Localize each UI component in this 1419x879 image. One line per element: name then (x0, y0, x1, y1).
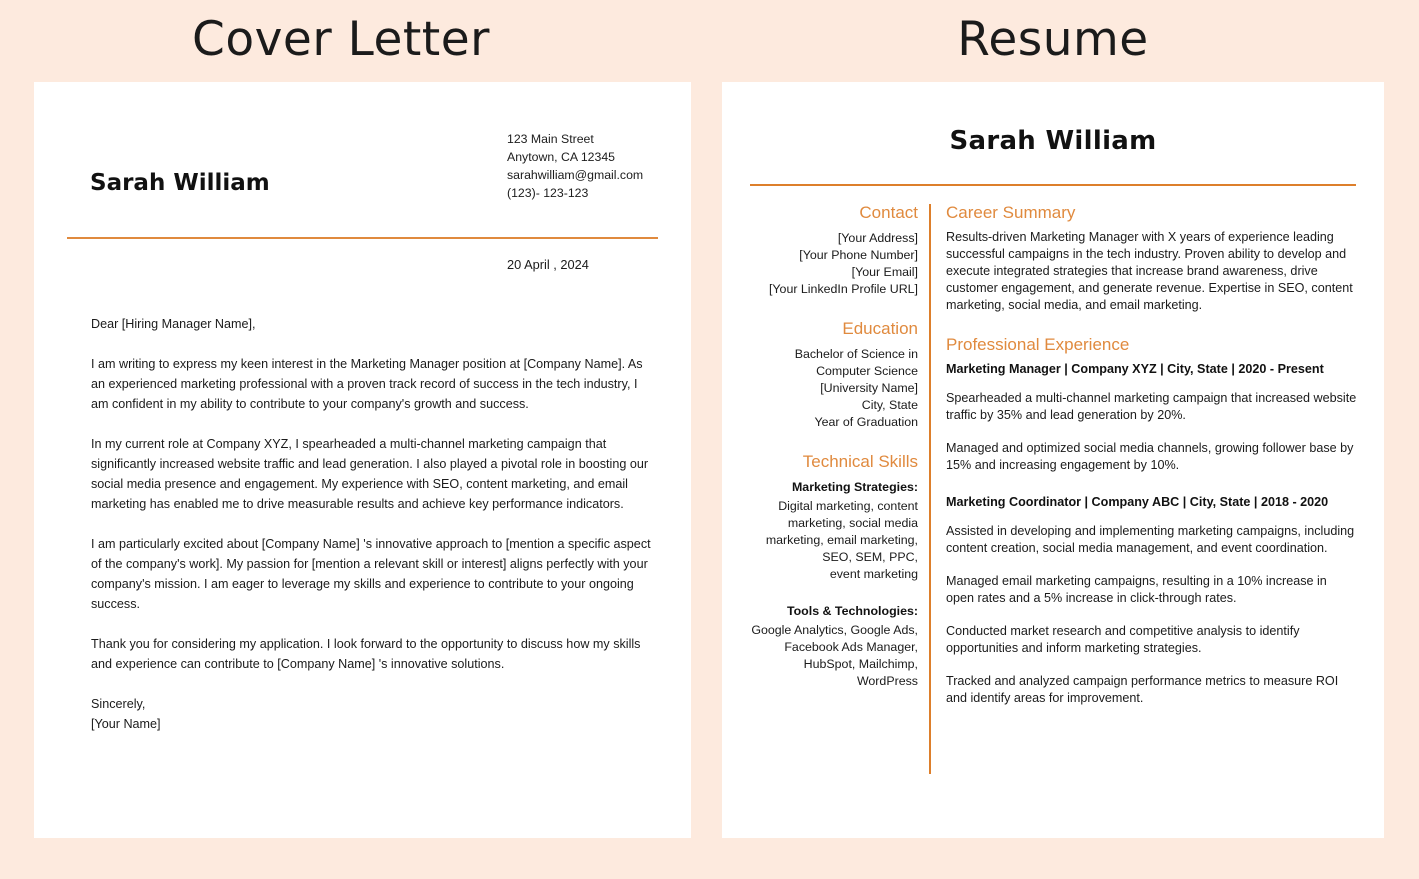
skills-group-label: Marketing Strategies: (791, 480, 918, 494)
section-heading-professional-experience: Professional Experience (946, 335, 1130, 354)
skill-line-1: Digital marketing, content (778, 499, 918, 513)
job-bullet: Managed and optimized social media channels, growing follower base by 15% and increasing engagement by 10%. (946, 441, 1354, 472)
resume-heading: Resume (957, 12, 1149, 67)
contact-line-phone: [Your Phone Number] (799, 248, 918, 262)
tool-line-1: Google Analytics, Google Ads, (751, 623, 918, 637)
skills-group-label: Tools & Technologies: (786, 604, 918, 618)
section-career-summary (946, 204, 1358, 314)
contact-city-state-zip: Anytown, CA 12345 (507, 150, 616, 164)
cover-letter-card (34, 82, 691, 838)
job-title: Marketing Coordinator | Company ABC | City, State | 2018 - 2020 (946, 495, 1329, 509)
section-technical-skills (732, 453, 918, 690)
education-line-3: [University Name] (820, 381, 918, 395)
education-line-2: Computer Science (816, 364, 918, 378)
paragraph-2: In my current role at Company XYZ, I spearheaded a multi-channel marketing campaign that significantly increased website traffic and lead generation. I also played a pivotal role in boosting our social media presence and engagement. My experience with SEO, content marketing, and email (91, 437, 649, 491)
tool-line-2: Facebook Ads Manager, (784, 640, 918, 654)
contact-line-address: [Your Address] (837, 231, 918, 245)
education-line-5: Year of Graduation (814, 415, 918, 429)
section-heading-career-summary: Career Summary (946, 203, 1076, 222)
job-entry-1 (946, 361, 1358, 474)
education-line-4: City, State (861, 398, 918, 412)
contact-street: 123 Main Street (507, 132, 594, 146)
resume-header-divider (750, 184, 1356, 186)
tool-line-4: WordPress (856, 674, 918, 688)
paragraph-4: I am particularly excited about [Company Name] 's innovative approach to [mention a specific aspect of the company's work]. My passion for [mention a relevant skill or interest] aligns perfectly with your company's mission. I am eager to leverage my skills and experience to contribute to your ongoing success. (91, 537, 651, 611)
contact-line-email: [Your Email] (851, 265, 918, 279)
tool-line-3: HubSpot, Mailchimp, (803, 657, 918, 671)
contact-lines (732, 230, 918, 298)
section-heading-contact: Contact (859, 203, 918, 222)
job-bullet: Managed email marketing campaigns, resulting in a 10% increase in open rates and a 5% increase in click-through rates. (946, 574, 1327, 605)
cover-letter-body (91, 314, 657, 734)
cover-letter-contact-block (507, 130, 643, 202)
job-entry-2 (946, 494, 1358, 707)
job-title: Marketing Manager | Company XYZ | City, State | 2020 - Present (946, 362, 1324, 376)
skill-line-3: marketing, email marketing, (765, 533, 918, 547)
resume-name: Sarah William (949, 126, 1157, 156)
cover-letter-divider (67, 237, 658, 239)
education-lines (732, 346, 918, 431)
skills-group-lines (732, 498, 918, 583)
skill-line-2: marketing, social media (787, 516, 918, 530)
signature: [Your Name] (91, 717, 161, 731)
resume-column-divider (929, 204, 931, 774)
skills-group-tools-technologies (732, 603, 918, 690)
cover-letter-heading: Cover Letter (192, 12, 490, 67)
skills-group-marketing-strategies (732, 479, 918, 583)
contact-line-linkedin: [Your LinkedIn Profile URL] (768, 282, 918, 296)
resume-right-column (946, 204, 1358, 707)
job-bullet: Assisted in developing and implementing marketing campaigns, including content creation, social media management, and event coordination. (946, 524, 1355, 555)
career-summary-text: Results-driven Marketing Manager with X years of experience leading successful campaigns in the tech industry. Proven ability to develop and execute integrated strategies that increase brand awareness, drive customer engagement, and generate revenue. Expertise in SEO, content marketing, social media, and email marketing. (946, 230, 1353, 312)
education-line-1: Bachelor of Science in (794, 347, 918, 361)
contact-email: sarahwilliam@gmail.com (507, 168, 644, 182)
salutation: Dear [Hiring Manager Name], (91, 317, 256, 331)
section-education (732, 320, 918, 431)
section-professional-experience (946, 336, 1358, 707)
skill-line-4: SEO, SEM, PPC, (822, 550, 918, 564)
job-bullet: Spearheaded a multi-channel marketing campaign that increased website traffic by 35% and lead generation by 20%. (946, 391, 1357, 422)
section-heading-technical-skills: Technical Skills (802, 452, 918, 471)
paragraph-3: marketing has enabled me to drive measurable results and achieve key performance indicators. (91, 497, 624, 511)
paragraph-1: I am writing to express my keen interest in the Marketing Manager position at [Company Name]. As an experienced marketing professional with a proven track record of success in the tech industry, I am confident in my ability to contribute to your company's growth and success. (91, 357, 643, 411)
closing: Sincerely, (91, 697, 146, 711)
resume-card (722, 82, 1384, 838)
job-bullet: Tracked and analyzed campaign performance metrics to measure ROI and identify areas for improvement. (946, 674, 1339, 705)
section-heading-education: Education (842, 319, 918, 338)
paragraph-5: Thank you for considering my application. I look forward to the opportunity to discuss how my skills and experience can contribute to [Company Name] 's innovative solutions. (91, 637, 641, 671)
skills-group-lines (732, 622, 918, 690)
skill-line-5: event marketing (829, 567, 918, 581)
resume-left-column (732, 204, 918, 690)
cover-letter-name: Sarah William (90, 170, 270, 196)
section-contact (732, 204, 918, 298)
job-bullet: Conducted market research and competitive analysis to identify opportunities and inform marketing strategies. (946, 624, 1300, 655)
cover-letter-date: 20 April , 2024 (507, 257, 589, 272)
contact-phone: (123)- 123-123 (507, 186, 589, 200)
